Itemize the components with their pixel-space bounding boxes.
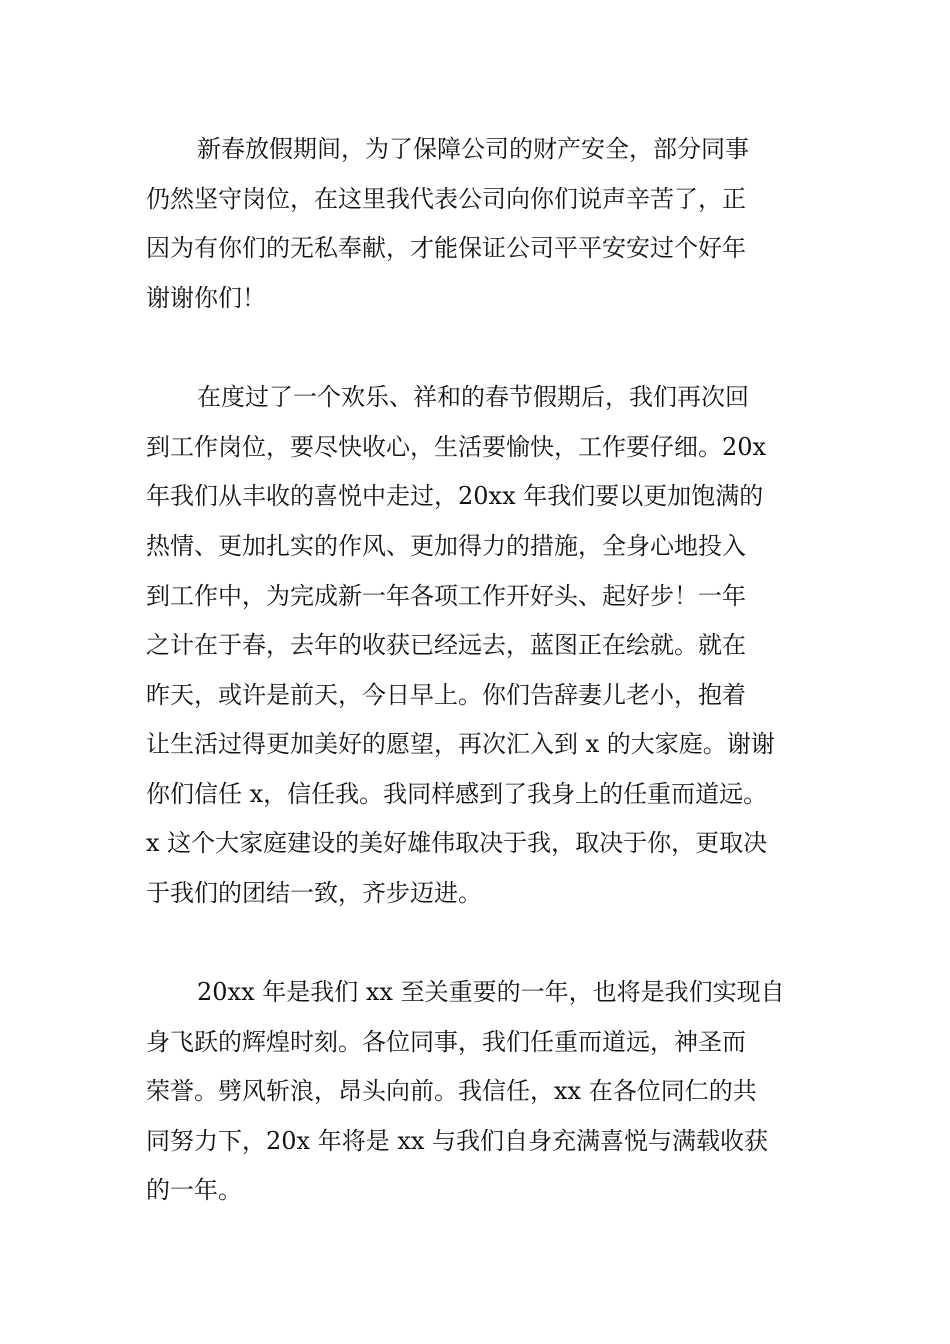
paragraph-2-line-2: 到工作岗位，要尽快收心，生活要愉快，工作要仔细。20x xyxy=(146,433,767,461)
paragraph-2-line-4: 热情、更加扎实的作风、更加得力的措施，全身心地投入 xyxy=(146,532,746,560)
paragraph-2-line-5: 到工作中，为完成新一年各项工作开好头、起好步！一年 xyxy=(146,582,746,610)
paragraph-1-line-4: 谢谢你们！ xyxy=(146,284,266,312)
paragraph-3-line-1: 20xx 年是我们 xx 至关重要的一年，也将是我们实现自 xyxy=(197,978,785,1006)
paragraph-2-line-6: 之计在于春，去年的收获已经远去，蓝图正在绘就。就在 xyxy=(146,631,746,659)
paragraph-2-line-11: 于我们的团结一致，齐步迈进。 xyxy=(146,879,482,907)
paragraph-3-line-3: 荣誉。劈风斩浪，昂头向前。我信任，xx 在各位同仁的共 xyxy=(146,1077,757,1105)
paragraph-1-line-3: 因为有你们的无私奉献，才能保证公司平平安安过个好年 xyxy=(146,234,746,262)
paragraph-2-line-7: 昨天，或许是前天，今日早上。你们告辞妻儿老小，抱着 xyxy=(146,681,746,709)
paragraph-2-line-8: 让生活过得更加美好的愿望，再次汇入到 x 的大家庭。谢谢 xyxy=(146,730,775,758)
paragraph-1-line-1: 新春放假期间，为了保障公司的财产安全，部分同事 xyxy=(197,135,749,163)
paragraph-3-line-2: 身飞跃的辉煌时刻。各位同事，我们任重而道远，神圣而 xyxy=(146,1028,746,1056)
paragraph-2-line-3: 年我们从丰收的喜悦中走过，20xx 年我们要以更加饱满的 xyxy=(146,482,764,510)
paragraph-2-line-9: 你们信任 x，信任我。我同样感到了我身上的任重而道远。 xyxy=(146,780,768,808)
paragraph-3-line-4: 同努力下，20x 年将是 xx 与我们自身充满喜悦与满载收获 xyxy=(146,1127,769,1155)
paragraph-2-line-10: x 这个大家庭建设的美好雄伟取决于我，取决于你，更取决 xyxy=(146,829,768,857)
paragraph-1-line-2: 仍然坚守岗位，在这里我代表公司向你们说声辛苦了，正 xyxy=(146,185,746,213)
paragraph-2-line-1: 在度过了一个欢乐、祥和的春节假期后，我们再次回 xyxy=(197,383,749,411)
paragraph-3-line-5: 的一年。 xyxy=(146,1176,242,1204)
